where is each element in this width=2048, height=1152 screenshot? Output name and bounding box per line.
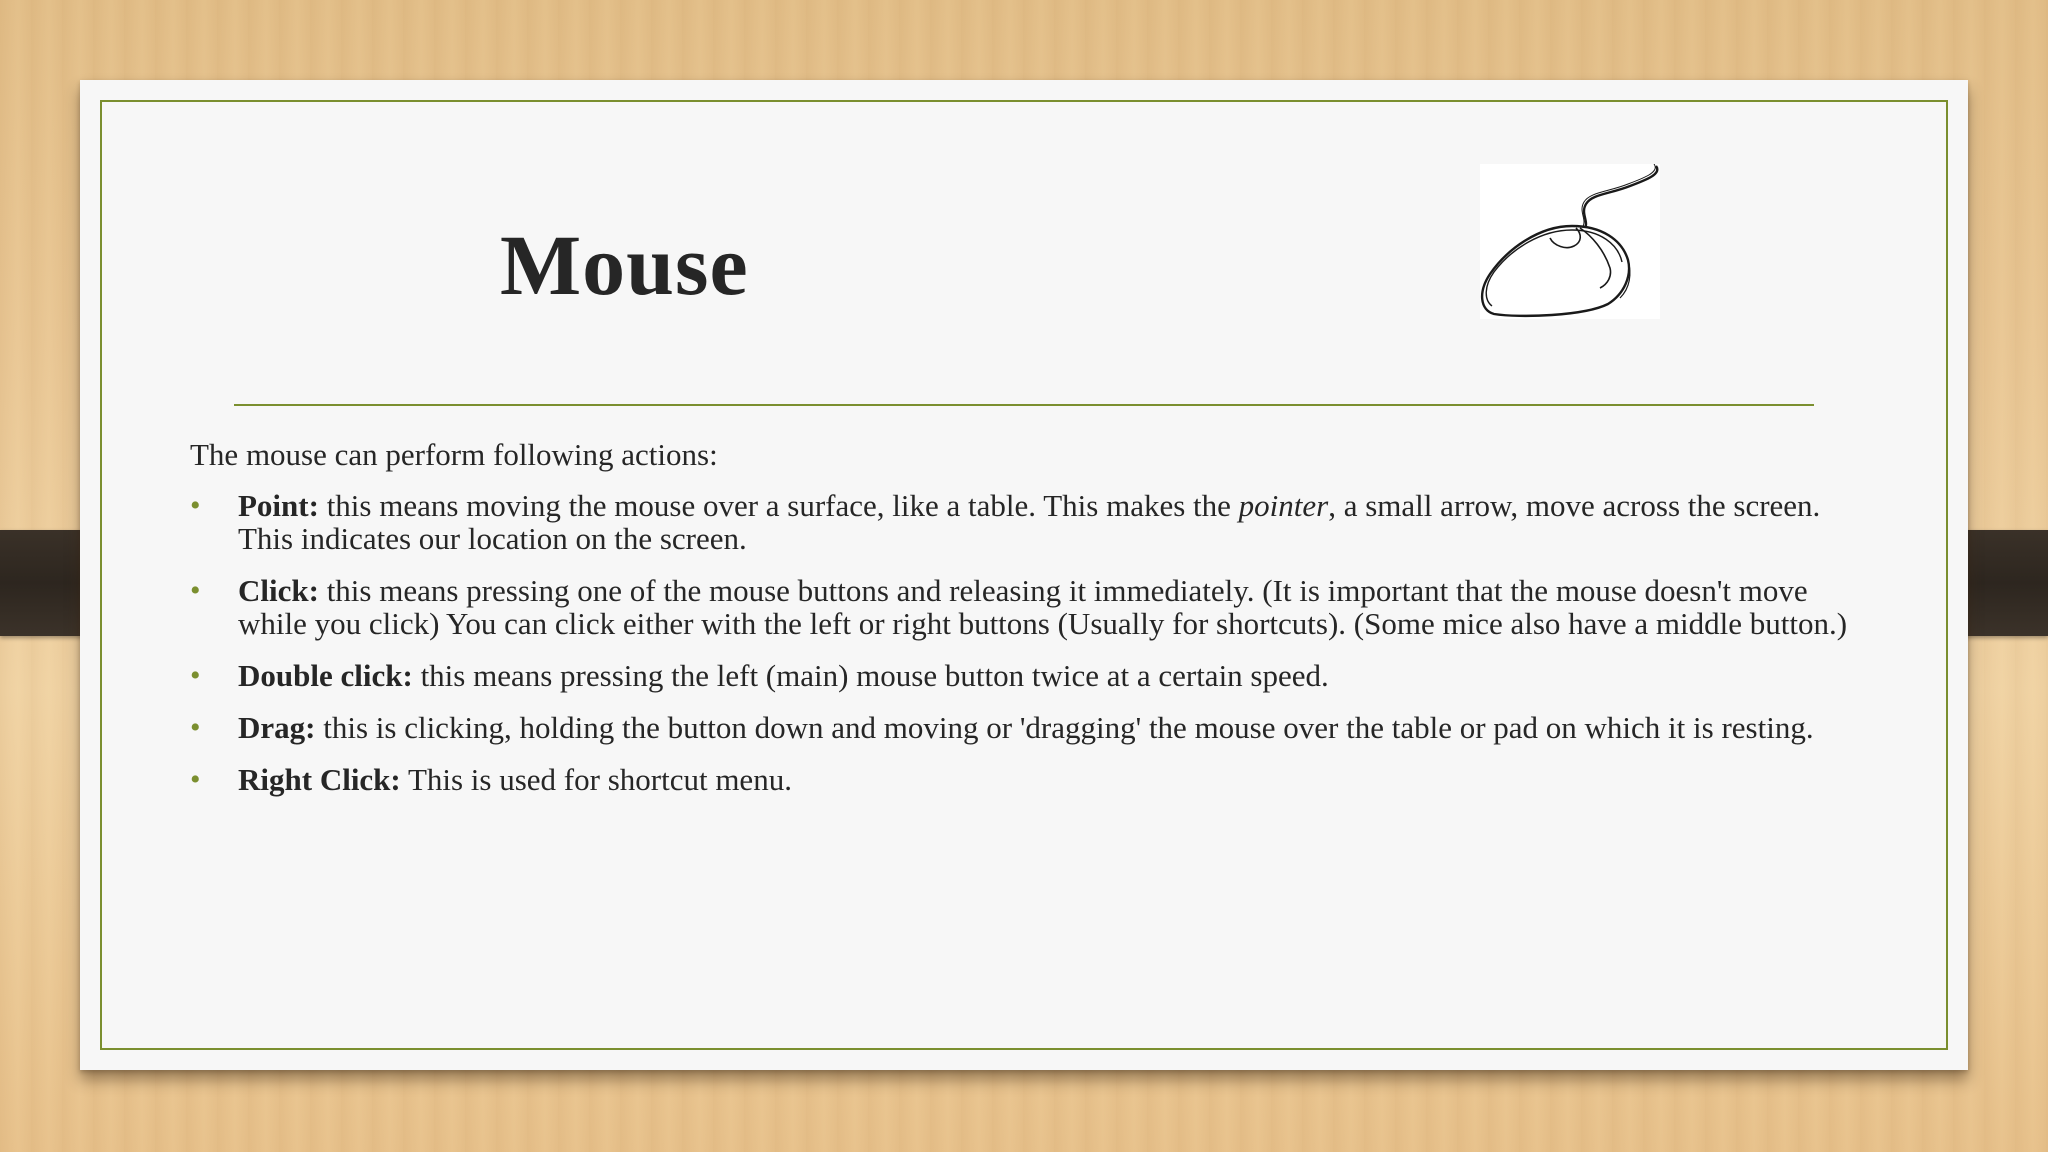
bullet-text: this means pressing one of the mouse buttons and releasing it immediately. (It is important that the mouse doesn't move while you click) You can click either with the left or right buttons (Usually for shortcuts). (Some mice also have a middle button.) <box>238 573 1848 641</box>
intro-text: The mouse can perform following actions: <box>190 437 718 472</box>
bullet-icon: • <box>190 659 201 692</box>
bullet-term: Drag: <box>238 710 316 745</box>
slide-body <box>190 438 1850 815</box>
bullet-term: Point: <box>238 488 319 523</box>
bullet-icon: • <box>190 489 201 522</box>
bullet-text: This is used for shortcut menu. <box>400 762 792 797</box>
bullet-icon: • <box>190 711 201 744</box>
bullet-icon: • <box>190 763 201 796</box>
bullet-drag <box>190 711 1850 744</box>
bullet-icon: • <box>190 574 201 607</box>
bullet-term: Right Click: <box>238 762 401 797</box>
bullet-point <box>190 489 1850 555</box>
bullet-click <box>190 574 1850 640</box>
bullet-text: , a small arrow, move across the screen. This indicates our location on the screen. <box>238 488 1821 556</box>
slide-title: Mouse <box>500 217 749 313</box>
bullet-right-click <box>190 763 1850 796</box>
bullet-text: this means pressing the left (main) mouse button twice at a certain speed. <box>412 658 1329 693</box>
bullet-list <box>190 489 1850 796</box>
slide <box>80 80 1968 1070</box>
bullet-text: this means moving the mouse over a surface, like a table. This makes the <box>318 488 1239 523</box>
bullet-emphasis: pointer <box>1238 488 1329 523</box>
bullet-double-click <box>190 659 1850 692</box>
bullet-text: this is clicking, holding the button down and moving or 'dragging' the mouse over the table or pad on which it is resting. <box>315 710 1814 745</box>
bullet-term: Click: <box>238 573 319 608</box>
computer-mouse-icon <box>1480 164 1660 319</box>
title-divider <box>234 404 1814 406</box>
bullet-term: Double click: <box>238 658 413 693</box>
